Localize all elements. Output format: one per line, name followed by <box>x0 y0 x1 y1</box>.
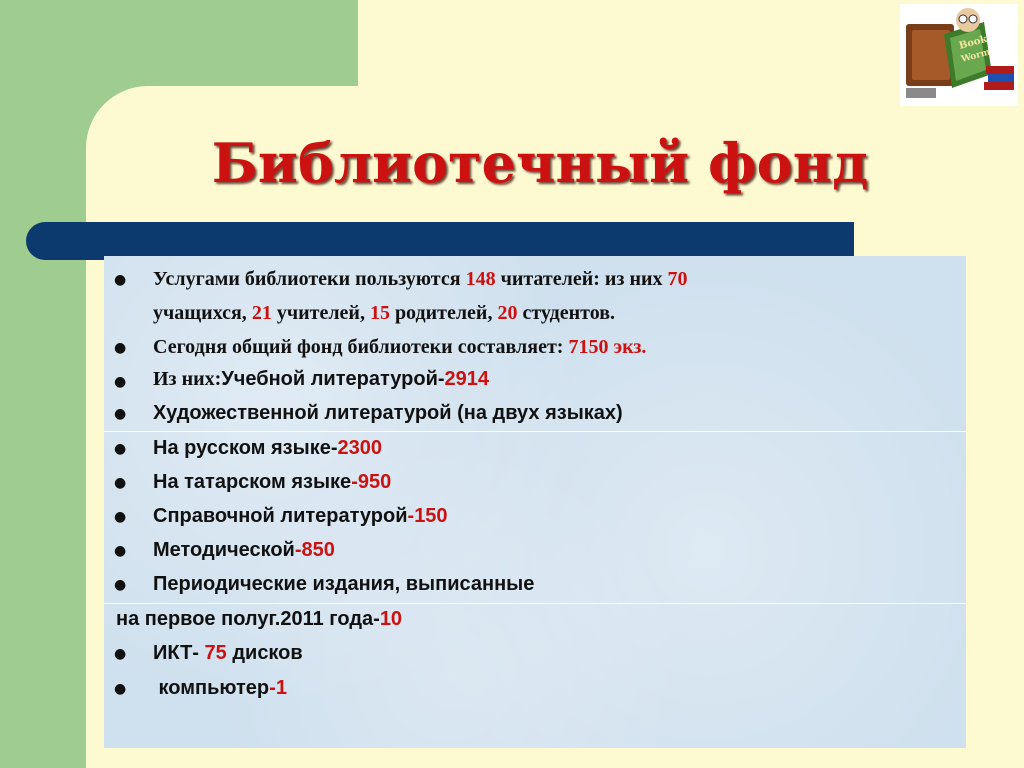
bullet-icon: ● <box>114 577 127 593</box>
bullet-icon: ● <box>114 509 127 525</box>
bookworm-icon <box>900 4 1018 106</box>
title-underline-bar <box>26 222 854 260</box>
page-title: Библиотечный фонд <box>211 131 869 195</box>
list-item-continuation: на первое полуг.2011 года-10 <box>116 608 403 630</box>
bullet-icon: ● <box>114 374 127 390</box>
bookworm-logo <box>900 4 1018 106</box>
bullet-icon: ● <box>114 406 127 422</box>
bullet-icon: ● <box>114 340 127 356</box>
bullet-icon: ● <box>114 441 127 457</box>
bullet-icon: ● <box>114 681 127 697</box>
divider <box>104 603 966 604</box>
bullet-icon: ● <box>114 272 127 288</box>
logo-text-book: Book <box>957 33 989 52</box>
logo-text-worm: Worm <box>960 47 992 65</box>
content-box: ● Услугами библиотеки пользуются 148 читателей: из них 70 учащихся, 21 учителей, 15 родителей, 20 студентов. ● Сегодня общий фонд библиотеки составляет: 7150 экз. ● Из них:Учебной литературой-2914 ● Художественной литературой (на двух языках) ● На русском языке-2300 ● На татарском языке-950 ● Справочной литературой-150 ● Методической-850 ● Периодические издания, выписанные на первое полуг.2011 года-10 ● ИКТ- 75 дисков ● компьютер-1 <box>104 256 966 748</box>
bullet-icon: ● <box>114 475 127 491</box>
divider <box>104 431 966 432</box>
bullet-icon: ● <box>114 646 127 662</box>
bullet-icon: ● <box>114 543 127 559</box>
